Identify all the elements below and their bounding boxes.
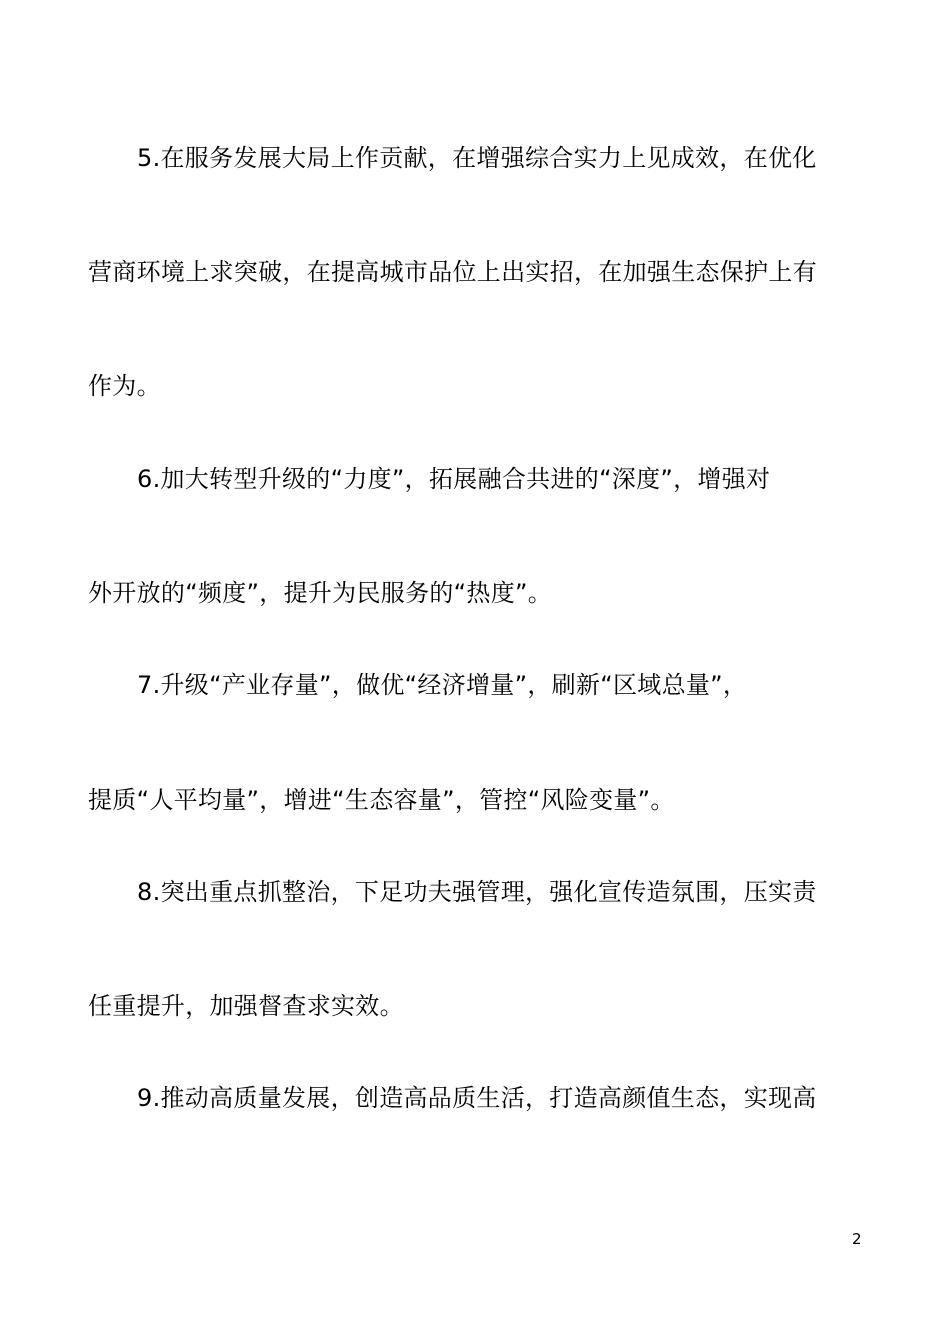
paragraph-7-line-2: 提质“人平均量”，增进“生态容量”，管控“风险变量”。 — [88, 786, 675, 814]
paragraph-6-line-1: 6.加大转型升级的“力度”，拓展融合共进的“深度”，增强对 — [137, 465, 771, 493]
paragraph-7-line-1: 7.升级“产业存量”，做优“经济增量”，刷新“区域总量”， — [137, 671, 748, 699]
paragraph-8-line-2: 任重提升，加强督查求实效。 — [88, 992, 404, 1020]
paragraph-8-line-1: 8.突出重点抓整治，下足功夫强管理，强化宣传造氛围，压实责 — [137, 878, 817, 906]
paragraph-5-line-2: 营商环境上求突破，在提高城市品位上出实招，在加强生态保护上有 — [88, 258, 817, 286]
paragraph-5-line-1: 5.在服务发展大局上作贡献，在增强综合实力上见成效，在优化 — [137, 144, 817, 172]
page-number: 2 — [852, 1230, 862, 1248]
paragraph-6-line-2: 外开放的“频度”，提升为民服务的“热度”。 — [88, 579, 553, 607]
paragraph-9-line-1: 9.推动高质量发展，创造高品质生活，打造高颜值生态，实现高 — [137, 1084, 817, 1112]
paragraph-5-line-3: 作为。 — [88, 372, 161, 400]
